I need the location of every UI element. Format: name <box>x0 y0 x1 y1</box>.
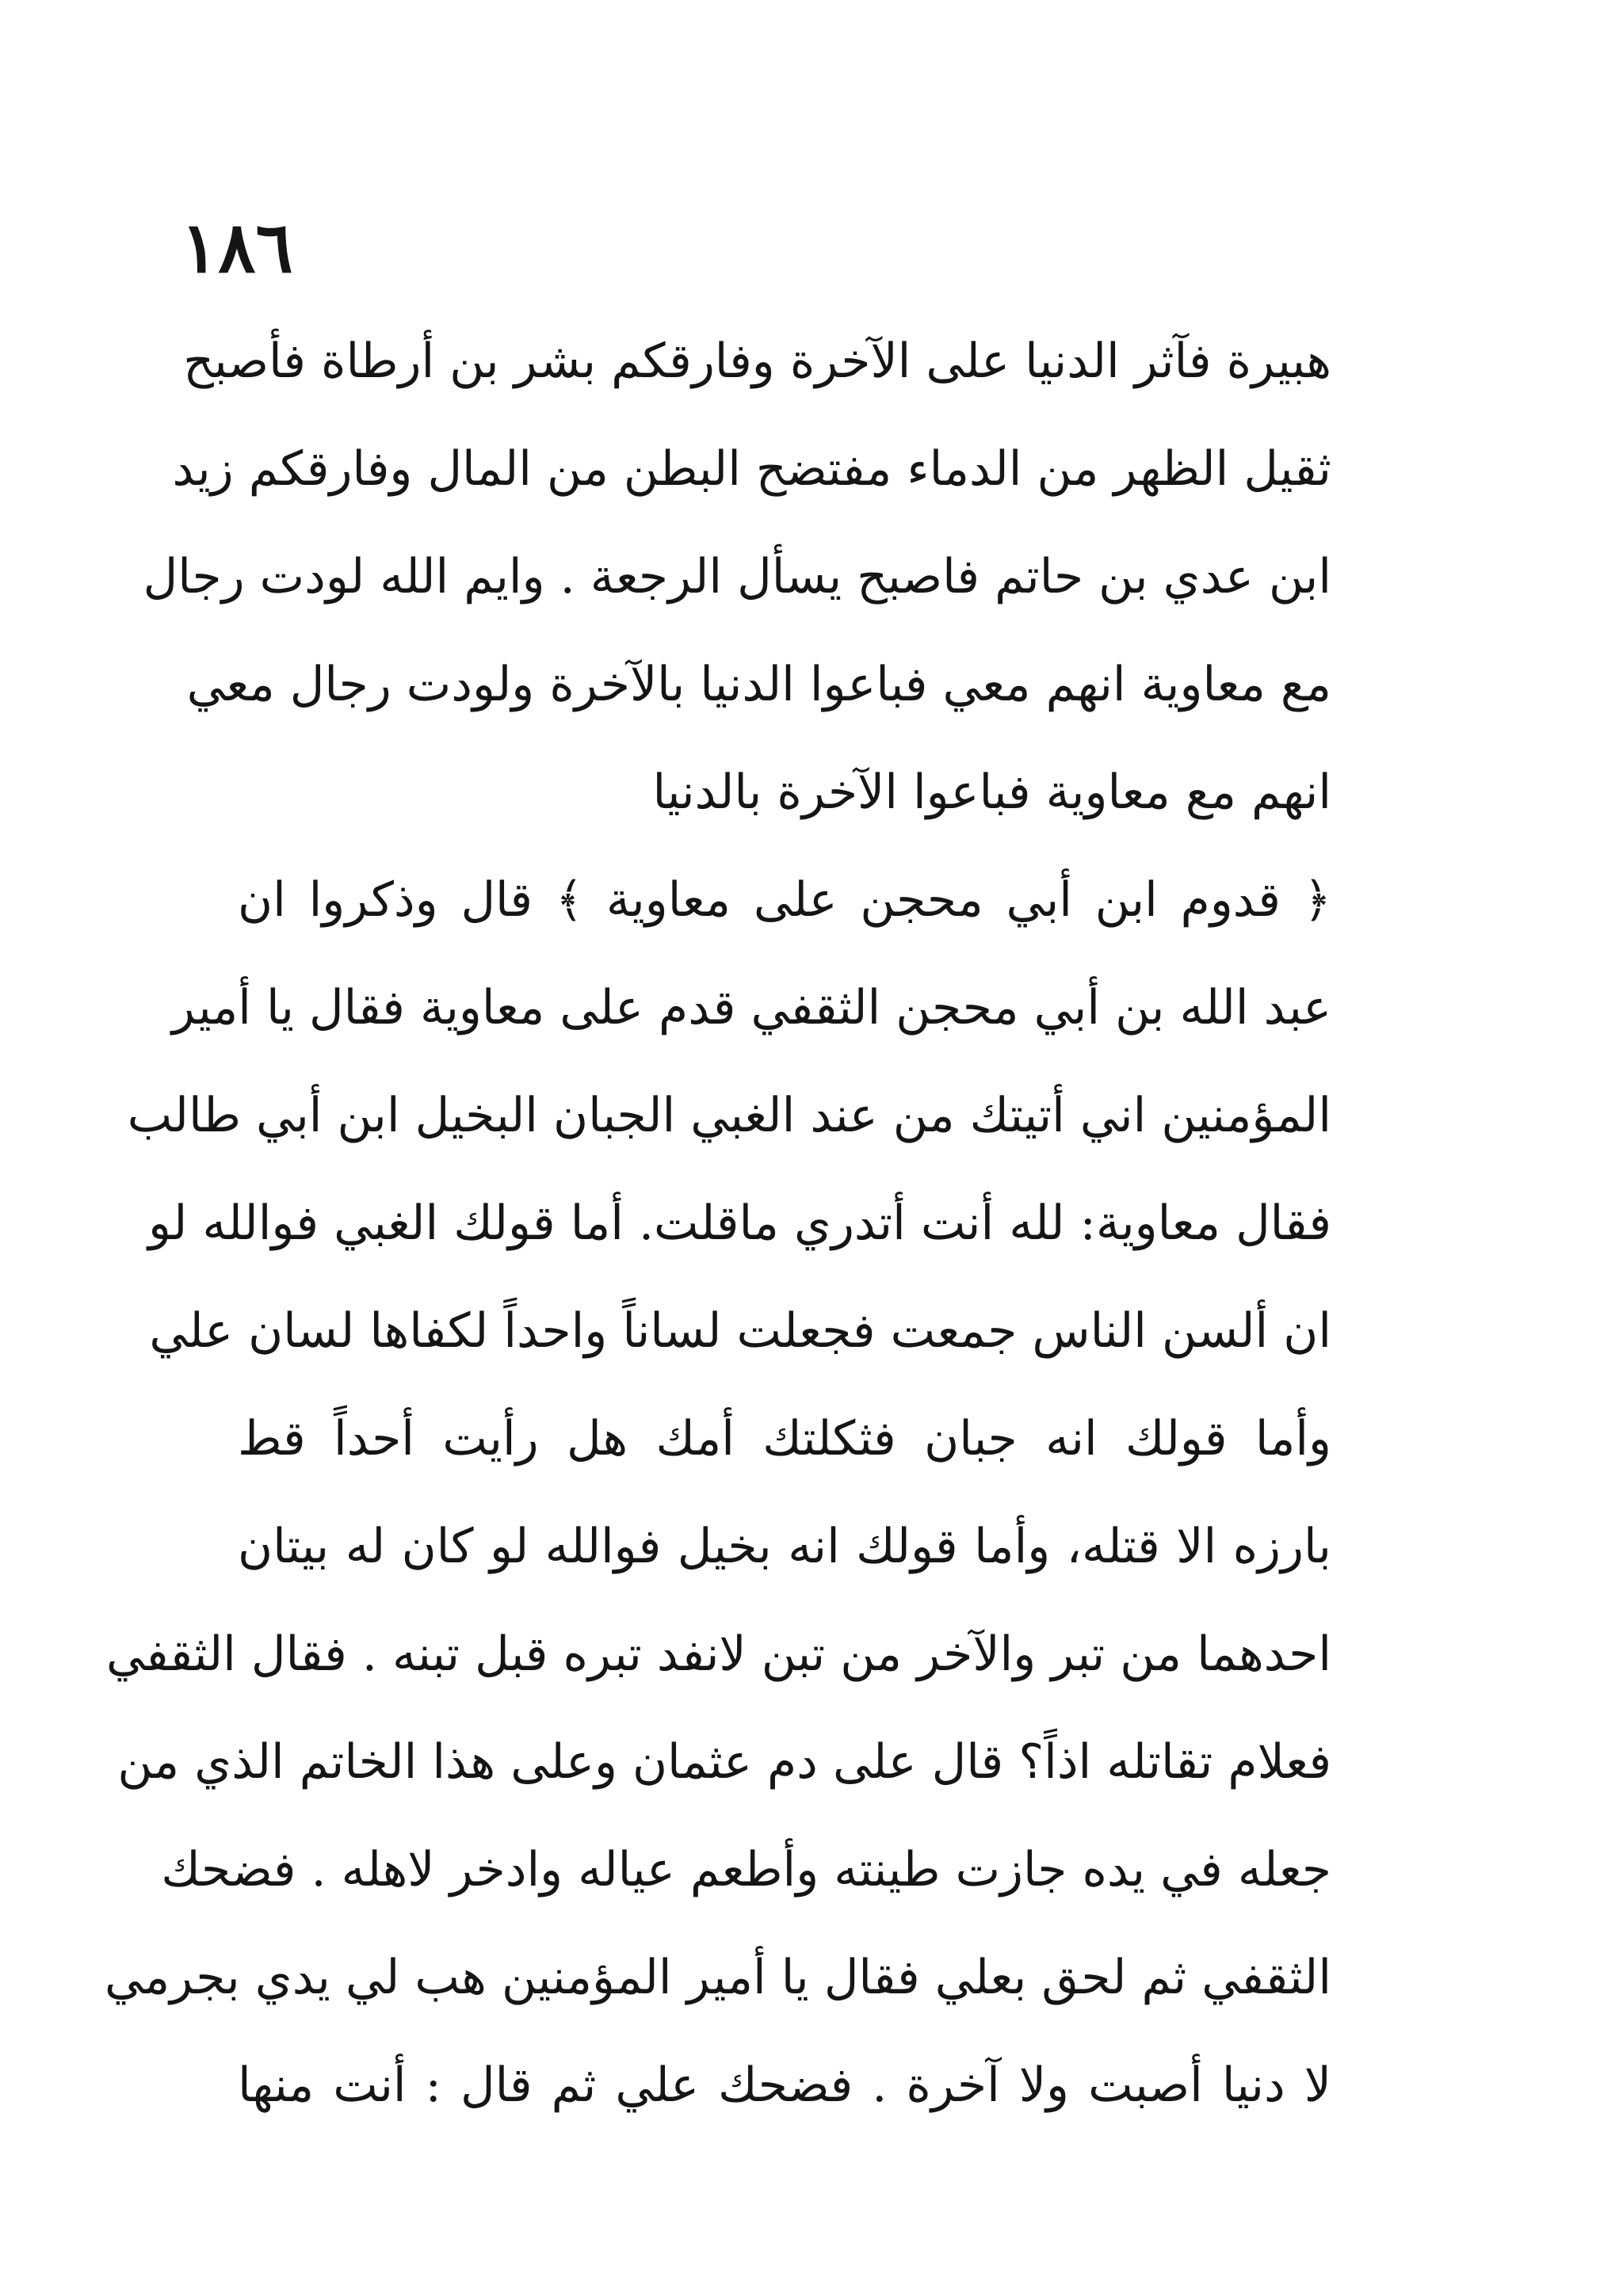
text-line: المؤمنين اني أتيتك من عند الغبي الجبان البخيل ابن أبي طالب <box>127 1088 1331 1143</box>
text-line: احدهما من تبر والآخر من تبن لانفد تبره قبل تبنه . فقال الثقفي <box>106 1627 1331 1682</box>
text-line: ان ألسن الناس جمعت فجعلت لساناً واحداً لكفاها لسان علي <box>149 1303 1331 1359</box>
text-line: فقال معاوية: لله أنت أتدري ماقلت. أما قولك الغبي فوالله لو <box>148 1196 1331 1251</box>
text-line: عبد الله بن أبي محجن الثقفي قدم على معاوية فقال يا أمير <box>171 980 1331 1035</box>
text-line: الثقفي ثم لحق بعلي فقال يا أمير المؤمنين هب لي يدي بجرمي <box>104 1950 1331 2005</box>
page-number: ١٨٦ <box>181 206 293 288</box>
text-line: لا دنيا أصبت ولا آخرة . فضحك علي ثم قال : أنت منها <box>238 2058 1331 2113</box>
text-line: بارزه الا قتله، وأما قولك انه بخيل فوالله لو كان له بيتان <box>238 1519 1331 1574</box>
text-line: جعله في يده جازت طينته وأطعم عياله وادخر لاهله . فضحك <box>161 1842 1331 1897</box>
text-line: ابن عدي بن حاتم فاصبح يسأل الرجعة . وايم الله لودت رجال <box>143 549 1331 605</box>
text-line: هبيرة فآثر الدنيا على الآخرة وفارقكم بشر بن أرطاة فأصبح <box>183 334 1331 389</box>
text-line: فعلام تقاتله اذاً؟ قال على دم عثمان وعلى هذا الخاتم الذي من <box>117 1734 1331 1790</box>
text-line: وأما قولك انه جبان فثكلتك أمك هل رأيت أحداً قط <box>238 1411 1331 1466</box>
section-heading-line: ﴿ قدوم ابن أبي محجن على معاوية ﴾ قال وذكروا ان <box>238 872 1331 928</box>
text-line: ثقيل الظهر من الدماء مفتضح البطن من المال وفارقكم زيد <box>172 441 1331 497</box>
text-line: مع معاوية انهم معي فباعوا الدنيا بالآخرة ولودت رجال معي <box>186 657 1331 712</box>
text-block <box>104 307 1331 2139</box>
text-line: انهم مع معاوية فباعوا الآخرة بالدنيا <box>652 765 1331 820</box>
